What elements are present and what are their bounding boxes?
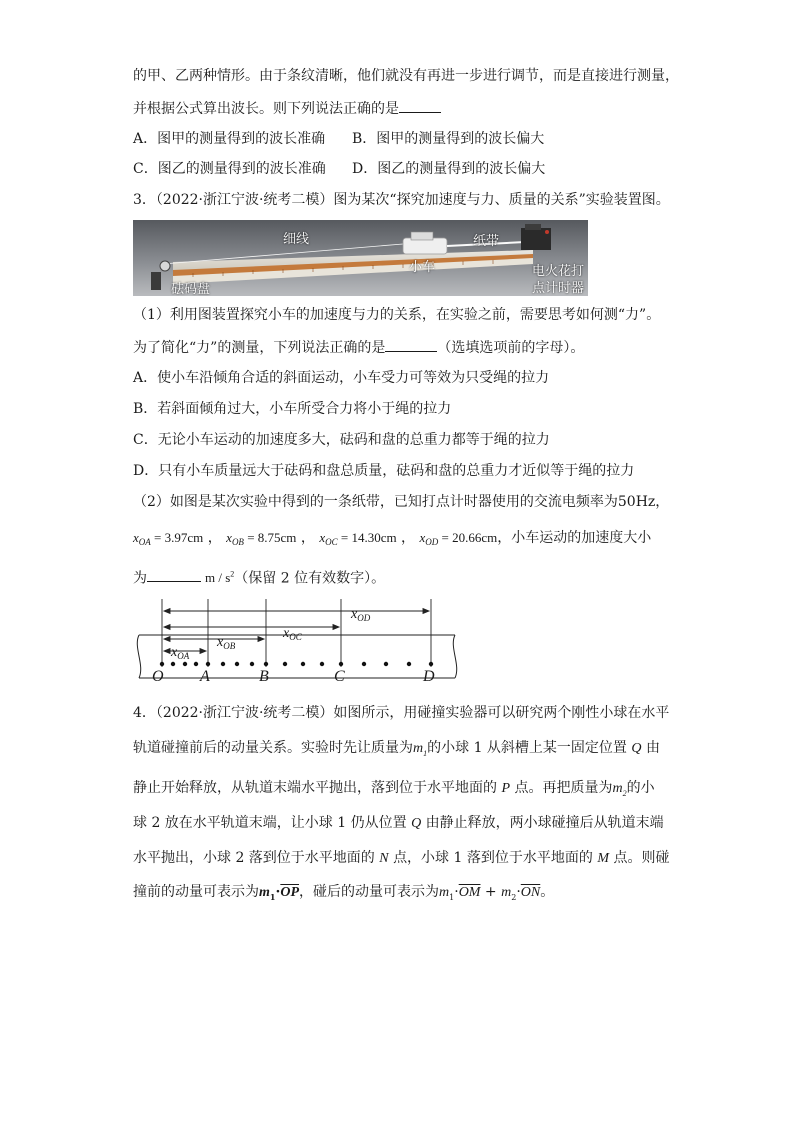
photo-label-cart: 小车 — [409, 260, 436, 275]
symbol-q-2: Q — [411, 816, 422, 831]
q4-line3: 静止开始释放，从轨道末端水平抛出，落到位于水平地面的 P 点。再把质量为$m_2$的小 — [133, 780, 655, 798]
measure-tail: ，小车运动的加速度大小 — [497, 530, 652, 546]
acceleration-unit: m / $s^2$ — [205, 570, 235, 586]
q4-line6: 撞前的动量可表示为$m_1\cdot\overline{OP}$，碰后的动量可表示为$m_1\cdot\overline{OM} + m_2\cdot\overline{ON}$。 — [133, 884, 555, 902]
q2-option-b: B．图甲的测量得到的波长偏大 — [352, 131, 545, 147]
q3-part1-line2a: 为了简化“力”的测量，下列说法正确的是 — [133, 340, 386, 356]
symbol-n: N — [379, 851, 389, 866]
answer-blank-q2[interactable] — [399, 98, 441, 113]
q3-part2-line3 — [133, 565, 385, 588]
intro-line-2-text: 并根据公式算出波长。则下列说法正确的是 — [133, 101, 399, 117]
q3-option-c: C．无论小车运动的加速度多大，砝码和盘的总重力都等于绳的拉力 — [133, 432, 550, 448]
paper-tape-figure — [133, 595, 460, 687]
symbol-m2: $m_2$ — [612, 781, 627, 798]
point-label-d: D — [423, 668, 435, 685]
q3-stem: 3．（2022·浙江宁波·统考二模）图为某次“探究加速度与力、质量的关系”实验装置图。 — [133, 192, 670, 208]
q3-part2-line3a: 为 — [133, 570, 147, 587]
q3-part2-line3b: （保留 2 位有效数字）。 — [234, 570, 386, 587]
measure-xoc: $x_{OC} = 14.30cm$ — [319, 530, 397, 547]
dim-label-xod: $x_{OD}$ — [351, 607, 371, 623]
symbol-m1: $m_1$ — [413, 741, 428, 758]
q3-part2-line1: （2）如图是某次实验中得到的一条纸带，已知打点计时器使用的交流电频率为50Hz， — [133, 494, 670, 510]
measure-xod: $x_{OD} = 20.66cm$ — [419, 530, 498, 547]
answer-blank-q3-1[interactable] — [385, 337, 437, 352]
q3-part1-line2b: （选填选项前的字母）。 — [437, 340, 585, 356]
q4-line2: 轨道碰撞前后的动量关系。实验时先让质量为$m_1$的小球 1 从斜槽上某一固定位置 Q 由 — [133, 740, 660, 758]
photo-label-timer-2: 点计时器 — [532, 281, 585, 296]
photo-label-thread: 细线 — [283, 232, 310, 247]
momentum-after: $m_1\cdot\overline{OM} + m_2\cdot\overline{ON}$ — [439, 884, 541, 902]
symbol-p: P — [501, 781, 511, 796]
momentum-before: $m_1\cdot\overline{OP}$ — [259, 884, 300, 902]
symbol-q: Q — [631, 741, 642, 756]
dim-label-xob: $x_{OB}$ — [217, 635, 236, 651]
apparatus-photo — [133, 220, 588, 296]
q3-option-d: D．只有小车质量远大于砝码和盘总质量，砝码和盘的总重力才近似等于绳的拉力 — [133, 463, 635, 479]
point-label-b: B — [259, 668, 269, 685]
q4-line5: 水平抛出，小球 2 落到位于水平地面的 N 点，小球 1 落到位于水平地面的 M 点。则碰 — [133, 850, 670, 866]
q3-option-b: B．若斜面倾角过大，小车所受合力将小于绳的拉力 — [133, 401, 452, 417]
measure-xob: $x_{OB} = 8.75cm$ — [226, 530, 297, 547]
tape-dots — [160, 662, 433, 666]
point-label-c: C — [334, 668, 345, 685]
q2-option-a: A．图甲的测量得到的波长准确 — [133, 131, 326, 147]
q3-option-a: A．使小车沿倾角合适的斜面运动，小车受力可等效为只受绳的拉力 — [133, 370, 550, 386]
symbol-m: M — [597, 851, 609, 866]
answer-blank-q3-2[interactable] — [147, 567, 201, 582]
q4-line4: 球 2 放在水平轨道末端，让小球 1 仍从位置 Q 由静止释放，两小球碰撞后从轨道末端 — [133, 815, 664, 831]
photo-label-tape: 纸带 — [473, 234, 500, 249]
q3-measurements: $x_{OA} = 3.97cm$ ， $x_{OB} = 8.75cm$ ， $x_{OC} = 14.30cm$ ， $x_{OD} = 20.66cm$，小车运动的加速度大小 — [133, 530, 652, 547]
photo-label-timer-1: 电火花打 — [532, 264, 585, 279]
q3-part1-line1: （1）利用图装置探究小车的加速度与力的关系，在实验之前，需要思考如何测“力”。 — [133, 307, 661, 323]
dim-label-xoa: $x_{OA}$ — [171, 645, 190, 661]
point-label-o: O — [152, 668, 164, 685]
q2-option-c: C．图乙的测量得到的波长准确 — [133, 161, 326, 177]
q2-option-d: D．图乙的测量得到的波长偏大 — [352, 161, 546, 177]
intro-line-1: 的甲、乙两种情形。由于条纹清晰，他们就没有再进一步进行调节，而是直接进行测量， — [133, 68, 679, 84]
measure-xoa: $x_{OA} = 3.97cm$ — [133, 530, 204, 547]
photo-label-pan: 砝码盘 — [171, 282, 211, 296]
q4-line1: 4．（2022·浙江宁波·统考二模）如图所示，用碰撞实验器可以研究两个刚性小球在水平 — [133, 705, 670, 721]
intro-line-2 — [133, 98, 441, 119]
point-label-a: A — [200, 668, 210, 685]
q3-part1-line2 — [133, 337, 584, 358]
dim-label-xoc: $x_{OC}$ — [283, 626, 302, 642]
